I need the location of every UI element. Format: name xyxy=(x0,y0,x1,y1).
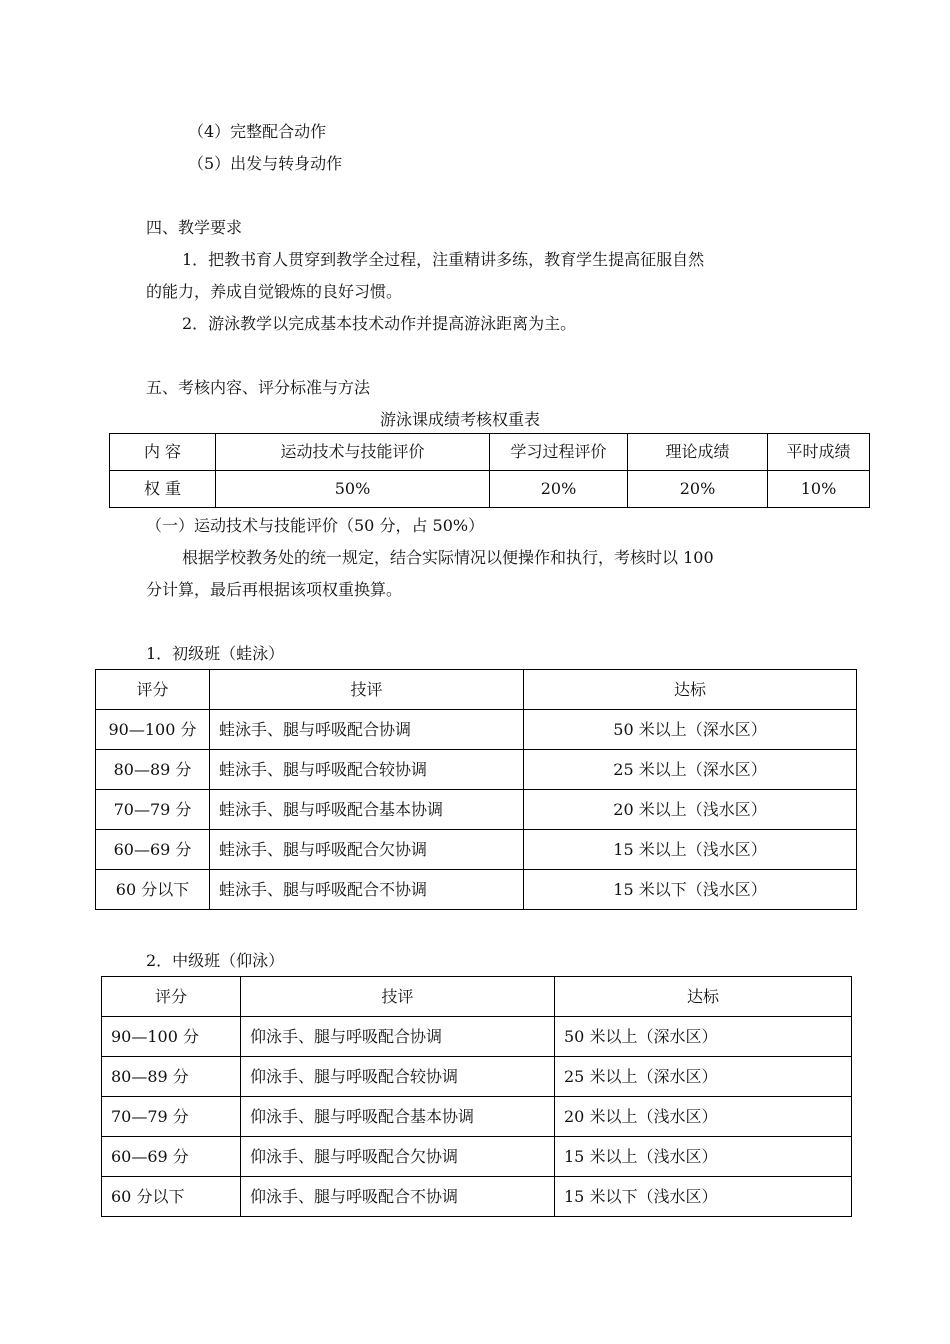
technique-cell: 蛙泳手、腿与呼吸配合较协调 xyxy=(210,750,524,790)
technique-cell: 仰泳手、腿与呼吸配合欠协调 xyxy=(241,1137,555,1177)
score-cell: 90—100 分 xyxy=(96,710,210,750)
beginner-grading-table xyxy=(95,669,857,910)
table-header-row xyxy=(96,670,857,710)
table-row xyxy=(96,830,857,870)
intermediate-class-title: 2．中级班（仰泳） xyxy=(146,951,285,970)
weight-table-value: 10% xyxy=(768,471,870,508)
score-cell: 60—69 分 xyxy=(96,830,210,870)
weight-table-value: 50% xyxy=(216,471,490,508)
technique-cell: 蛙泳手、腿与呼吸配合不协调 xyxy=(210,870,524,910)
weight-table-header-row xyxy=(110,434,870,471)
technique-cell: 蛙泳手、腿与呼吸配合欠协调 xyxy=(210,830,524,870)
table-row xyxy=(102,1097,852,1137)
table-row xyxy=(102,1177,852,1217)
weight-table-column-header: 学习过程评价 xyxy=(490,434,628,471)
column-header-technique: 技评 xyxy=(210,670,524,710)
weight-table-column-header: 理论成绩 xyxy=(628,434,768,471)
score-cell: 60—69 分 xyxy=(102,1137,241,1177)
subsection-1-heading: （一）运动技术与技能评价（50 分，占 50%） xyxy=(146,516,485,535)
weight-table-column-header: 运动技术与技能评价 xyxy=(216,434,490,471)
weight-table-value-row xyxy=(110,471,870,508)
standard-cell: 25 米以上（深水区） xyxy=(524,750,857,790)
weight-table-row-header: 内 容 xyxy=(110,434,216,471)
list-item-4: （4）完整配合动作 xyxy=(188,122,327,141)
table-row xyxy=(96,790,857,830)
table-row xyxy=(102,1137,852,1177)
score-cell: 90—100 分 xyxy=(102,1017,241,1057)
standard-cell: 15 米以上（浅水区） xyxy=(555,1137,852,1177)
intermediate-grading-table xyxy=(101,976,852,1217)
standard-cell: 15 米以下（浅水区） xyxy=(524,870,857,910)
standard-cell: 20 米以上（浅水区） xyxy=(555,1097,852,1137)
list-item-5: （5）出发与转身动作 xyxy=(188,154,343,173)
technique-cell: 仰泳手、腿与呼吸配合不协调 xyxy=(241,1177,555,1217)
column-header-standard: 达标 xyxy=(524,670,857,710)
section-5-heading: 五、考核内容、评分标准与方法 xyxy=(146,378,371,397)
weight-table-column-header: 平时成绩 xyxy=(768,434,870,471)
standard-cell: 50 米以上（深水区） xyxy=(524,710,857,750)
subsection-1-paragraph-line-2: 分计算，最后再根据该项权重换算。 xyxy=(146,580,403,599)
beginner-class-title: 1．初级班（蛙泳） xyxy=(146,644,285,663)
section-4-paragraph-1-line-1: 1．把教书育人贯穿到教学全过程，注重精讲多练，教育学生提高征服自然 xyxy=(182,250,705,269)
score-cell: 80—89 分 xyxy=(102,1057,241,1097)
subsection-1-paragraph-line-1: 根据学校教务处的统一规定，结合实际情况以便操作和执行，考核时以 100 xyxy=(182,548,714,567)
standard-cell: 15 米以上（浅水区） xyxy=(524,830,857,870)
section-4-heading: 四、教学要求 xyxy=(146,218,243,237)
weight-table-value: 20% xyxy=(490,471,628,508)
table-header-row xyxy=(102,977,852,1017)
column-header-score: 评分 xyxy=(102,977,241,1017)
weight-table xyxy=(109,433,870,508)
technique-cell: 蛙泳手、腿与呼吸配合协调 xyxy=(210,710,524,750)
weight-table-value: 20% xyxy=(628,471,768,508)
weight-table-row-header: 权 重 xyxy=(110,471,216,508)
column-header-technique: 技评 xyxy=(241,977,555,1017)
column-header-standard: 达标 xyxy=(555,977,852,1017)
technique-cell: 仰泳手、腿与呼吸配合协调 xyxy=(241,1017,555,1057)
score-cell: 60 分以下 xyxy=(96,870,210,910)
table-row xyxy=(102,1057,852,1097)
score-cell: 70—79 分 xyxy=(96,790,210,830)
table-row xyxy=(96,710,857,750)
standard-cell: 15 米以下（浅水区） xyxy=(555,1177,852,1217)
table-row xyxy=(96,750,857,790)
score-cell: 60 分以下 xyxy=(102,1177,241,1217)
technique-cell: 仰泳手、腿与呼吸配合基本协调 xyxy=(241,1097,555,1137)
score-cell: 80—89 分 xyxy=(96,750,210,790)
section-4-paragraph-2: 2．游泳教学以完成基本技术动作并提高游泳距离为主。 xyxy=(182,314,577,333)
weight-table-caption: 游泳课成绩考核权重表 xyxy=(380,410,541,429)
table-row xyxy=(96,870,857,910)
column-header-score: 评分 xyxy=(96,670,210,710)
section-4-paragraph-1-line-2: 的能力，养成自觉锻炼的良好习惯。 xyxy=(146,282,403,301)
technique-cell: 仰泳手、腿与呼吸配合较协调 xyxy=(241,1057,555,1097)
standard-cell: 25 米以上（深水区） xyxy=(555,1057,852,1097)
score-cell: 70—79 分 xyxy=(102,1097,241,1137)
technique-cell: 蛙泳手、腿与呼吸配合基本协调 xyxy=(210,790,524,830)
table-row xyxy=(102,1017,852,1057)
standard-cell: 20 米以上（浅水区） xyxy=(524,790,857,830)
standard-cell: 50 米以上（深水区） xyxy=(555,1017,852,1057)
